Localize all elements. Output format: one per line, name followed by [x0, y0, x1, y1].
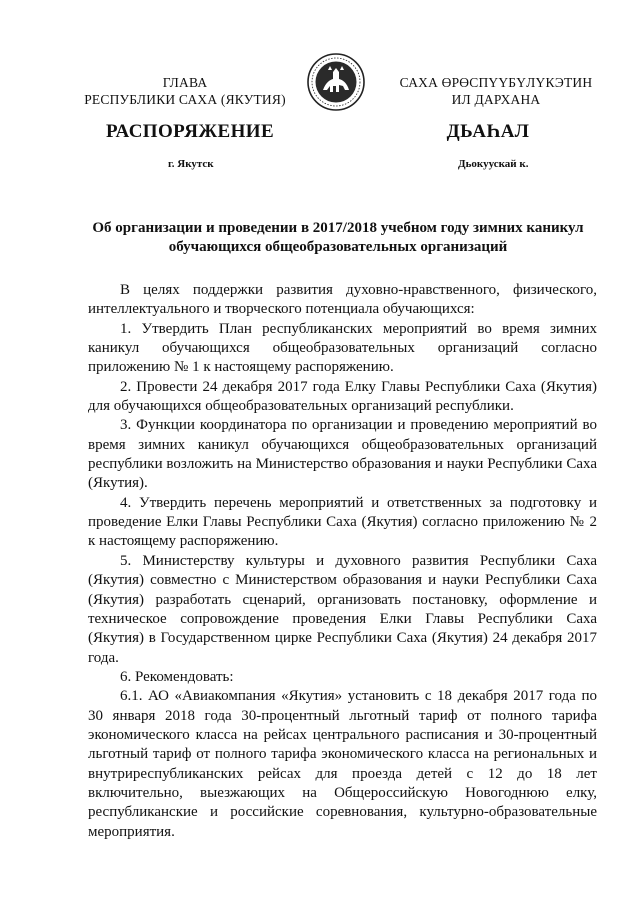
city-ru: г. Якутск	[168, 158, 214, 170]
coat-of-arms-sakha-emblem	[306, 52, 366, 112]
header-right-line2: ИЛ ДАРХАНА	[451, 92, 541, 107]
paragraph-item-6: 6. Рекомендовать:	[120, 668, 234, 685]
paragraph-item-6-1: 6.1. АО «Авиакомпания «Якутия» установить с 18 декабря 2017 года по 30 января 2018 года 30-процентный льготный тариф от полного тарифа экономического класса на рейсах центрального расписания и 30-процентный льготный тариф от полного тарифа экономического класса на региональных и внутриреспубликанских рейсах для проезда детей с 12 до 18 лет включительно, выезжающих на Общероссийскую Новогоднюю елку, республиканские и российские соревнования, культурно-образовательные мероприятия.	[88, 688, 597, 840]
title-line-2: обучающихся общеобразовательных организаций	[168, 239, 508, 255]
header-left-line1: ГЛАВА	[162, 75, 208, 90]
doc-type-sah: ДЬАҺАЛ	[446, 121, 530, 142]
document-title	[72, 219, 604, 257]
header-right	[386, 74, 606, 108]
title-line-1: Об организации и проведении в 2017/2018 учебном году зимних каникул	[92, 220, 584, 236]
header-left-line2: РЕСПУБЛИКИ САХА (ЯКУТИЯ)	[84, 92, 286, 107]
paragraph-item-1: 1. Утвердить План республиканских мероприятий во время зимних каникул обучающихся общеобразовательных организаций согласно приложению № 1 к настоящему распоряжению.	[88, 320, 597, 376]
city-sah: Дьокуускай к.	[458, 158, 529, 170]
doc-type-ru: РАСПОРЯЖЕНИЕ	[105, 121, 275, 142]
paragraph-item-4: 4. Утвердить перечень мероприятий и ответственных за подготовку и проведение Елки Главы Республики Саха (Якутия) согласно приложению № 2 к настоящему распоряжению.	[88, 494, 597, 550]
paragraph-item-5: 5. Министерству культуры и духовного развития Республики Саха (Якутия) совместно с Министерством образования и науки Республики Саха (Якутия) разработать сценарий, организовать постановку, оформление и техническое сопровождение проведения Елки Главы Республики Саха (Якутия) в Государственном цирке Республики Саха (Якутия) 24 декабря 2017 года.	[88, 552, 597, 666]
header-right-line1: САХА ӨРӨСПҮҮБҮЛҮКЭТИН	[399, 75, 593, 90]
paragraph-preamble: В целях поддержки развития духовно-нравственного, физического, интеллектуального и творческого потенциала обучающихся:	[88, 282, 597, 318]
document-body	[88, 281, 597, 842]
paragraph-item-2: 2. Провести 24 декабря 2017 года Елку Главы Республики Саха (Якутия) для обучающихся общеобразовательных организаций республики.	[88, 378, 597, 415]
paragraph-item-3: 3. Функции координатора по организации и проведению мероприятий во время зимних каникул обучающихся общеобразовательных организаций республики возложить на Министерство образования и науки Республики Саха (Якутия).	[88, 417, 597, 492]
header-left	[70, 74, 300, 108]
